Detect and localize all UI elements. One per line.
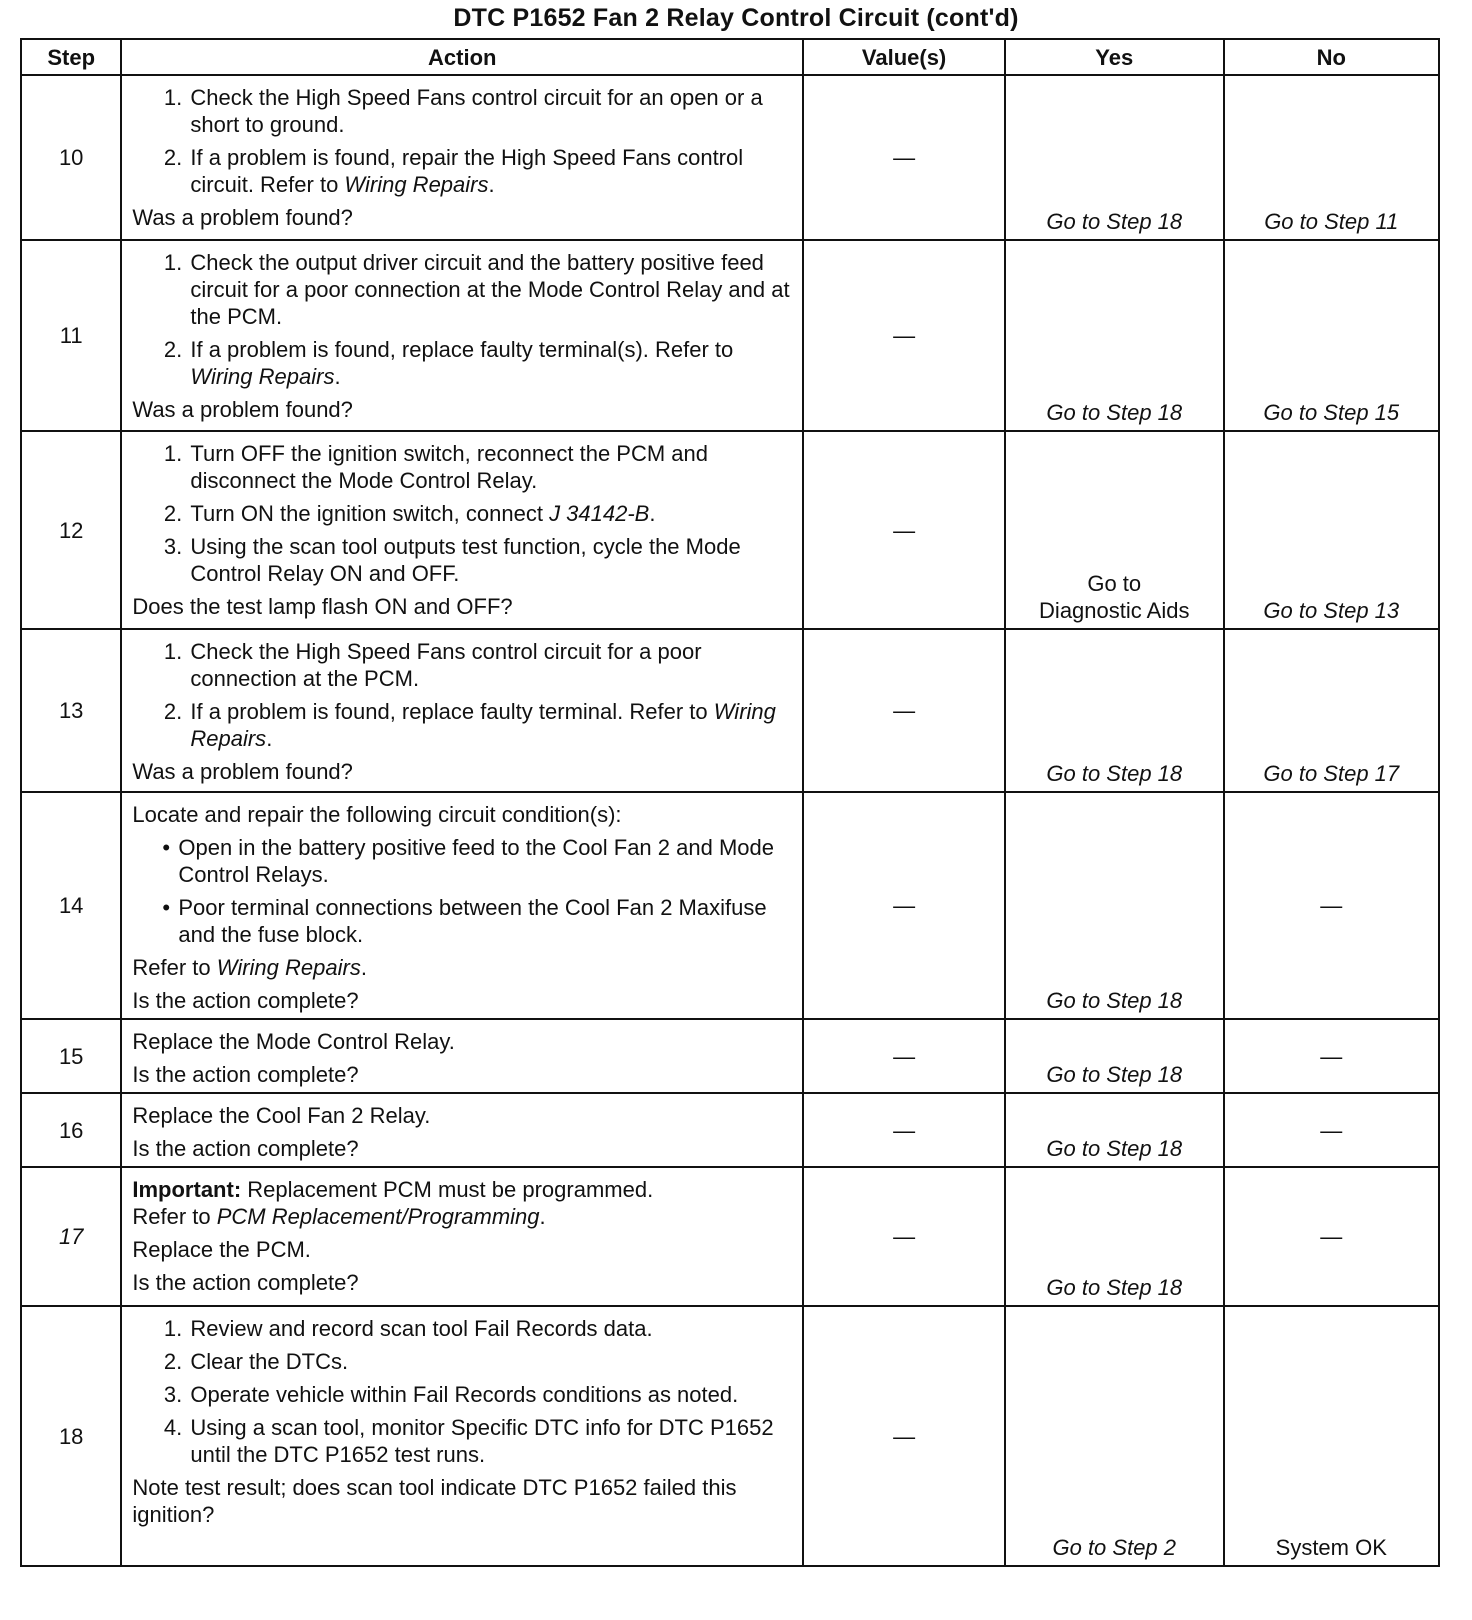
step-number: 15 <box>21 1019 121 1093</box>
table-row <box>21 1093 1439 1167</box>
action-list <box>132 638 794 752</box>
list-item: 4. Using a scan tool, monitor Specific DTC info for DTC P1652 until the DTC P1652 test runs. <box>188 1414 794 1468</box>
action-cell <box>121 1306 803 1566</box>
question-text: Is the action complete? <box>132 988 359 1013</box>
tool-reference: J 34142-B <box>549 501 650 526</box>
yes-cell: Go to Step 18 <box>1005 240 1224 431</box>
value-cell: — <box>803 1019 1005 1093</box>
table-row <box>21 75 1439 240</box>
list-item <box>162 894 794 948</box>
action-cell <box>121 792 803 1019</box>
list-item: 2. If a problem is found, replace faulty terminal(s). Refer to Wiring Repairs. <box>188 336 794 390</box>
action-text: Replace the Mode Control Relay. <box>132 1029 455 1054</box>
item-text: If a problem is found, replace faulty terminal. Refer to <box>190 699 714 724</box>
list-item: 1. Review and record scan tool Fail Records data. <box>188 1315 794 1342</box>
no-cell: Go to Step 11 <box>1224 75 1439 240</box>
action-cell <box>121 75 803 240</box>
table-row <box>21 240 1439 431</box>
table-row <box>21 1167 1439 1306</box>
step-number: 13 <box>21 629 121 792</box>
header-values: Value(s) <box>803 39 1005 75</box>
action-cell <box>121 431 803 629</box>
refer-prefix: Refer to <box>132 1204 217 1229</box>
value-cell: — <box>803 431 1005 629</box>
condition-list <box>132 834 794 948</box>
list-item: 1. Check the High Speed Fans control circuit for a poor connection at the PCM. <box>188 638 794 692</box>
list-item: 2. Clear the DTCs. <box>188 1348 794 1375</box>
no-cell: — <box>1224 792 1439 1019</box>
no-cell: Go to Step 15 <box>1224 240 1439 431</box>
action-cell <box>121 629 803 792</box>
action-cell <box>121 240 803 431</box>
bullet-text: Open in the battery positive feed to the Cool Fan 2 and Mode Control Relays. <box>178 835 774 887</box>
table-row <box>21 629 1439 792</box>
bullet-text: Poor terminal connections between the Cool Fan 2 Maxifuse and the fuse block. <box>178 895 767 947</box>
value-cell: — <box>803 1167 1005 1306</box>
no-cell: — <box>1224 1019 1439 1093</box>
table-row <box>21 792 1439 1019</box>
list-item: 2. If a problem is found, repair the High Speed Fans control circuit. Refer to Wiring Repairs. <box>188 144 794 198</box>
yes-line-2: Diagnostic Aids <box>1039 598 1190 623</box>
action-list <box>132 84 794 198</box>
reference-text: Wiring Repairs <box>190 364 335 389</box>
reference-text: Wiring Repairs <box>344 172 489 197</box>
list-item <box>162 834 794 888</box>
action-cell <box>121 1019 803 1093</box>
step-number: 17 <box>21 1167 121 1306</box>
question-text: Was a problem found? <box>132 397 353 422</box>
diagnostic-table <box>20 38 1440 1567</box>
yes-cell: Go to Step 18 <box>1005 629 1224 792</box>
yes-cell: Go to Step 18 <box>1005 1019 1224 1093</box>
step-number: 14 <box>21 792 121 1019</box>
no-cell: — <box>1224 1167 1439 1306</box>
step-number: 11 <box>21 240 121 431</box>
action-list <box>132 1315 794 1468</box>
action-list <box>132 249 794 390</box>
item-text: If a problem is found, repair the High Speed Fans control circuit. Refer to <box>190 145 744 197</box>
no-cell: — <box>1224 1093 1439 1167</box>
header-action: Action <box>121 39 803 75</box>
refer-prefix: Refer to <box>132 955 217 980</box>
yes-cell: Go to Step 2 <box>1005 1306 1224 1566</box>
intro-text: Locate and repair the following circuit condition(s): <box>132 802 622 827</box>
value-cell: — <box>803 792 1005 1019</box>
action-cell <box>121 1167 803 1306</box>
no-cell: System OK <box>1224 1306 1439 1566</box>
reference-text: Wiring Repairs <box>216 955 361 980</box>
step-number: 10 <box>21 75 121 240</box>
yes-cell: Go to Step 18 <box>1005 1093 1224 1167</box>
refer-text: Refer to PCM Replacement/Programming. <box>132 1204 546 1229</box>
question-text: Note test result; does scan tool indicate DTC P1652 failed this ignition? <box>132 1475 737 1527</box>
item-text: If a problem is found, replace faulty terminal(s). Refer to <box>190 337 734 362</box>
important-note <box>132 1176 794 1203</box>
value-cell: — <box>803 240 1005 431</box>
important-text: Replacement PCM must be programmed. <box>241 1177 654 1202</box>
list-item: 3. Using the scan tool outputs test function, cycle the Mode Control Relay ON and OFF. <box>188 533 794 587</box>
yes-cell: Go to Step 18 <box>1005 75 1224 240</box>
table-row <box>21 1306 1439 1566</box>
list-item: 1. Turn OFF the ignition switch, reconnect the PCM and disconnect the Mode Control Relay. <box>188 440 794 494</box>
step-number: 12 <box>21 431 121 629</box>
yes-cell <box>1005 431 1224 629</box>
value-cell: — <box>803 1093 1005 1167</box>
list-item: 1. Check the output driver circuit and the battery positive feed circuit for a poor connection at the Mode Control Relay and at the PCM. <box>188 249 794 330</box>
value-cell: — <box>803 629 1005 792</box>
reference-text: PCM Replacement/Programming <box>216 1204 540 1229</box>
page-title: DTC P1652 Fan 2 Relay Control Circuit (cont'd) <box>453 4 1019 32</box>
yes-cell: Go to Step 18 <box>1005 792 1224 1019</box>
reference-text: Wiring Repairs <box>190 699 776 751</box>
bullet-icon: • <box>162 895 171 920</box>
step-number: 18 <box>21 1306 121 1566</box>
question-text: Is the action complete? <box>132 1062 359 1087</box>
bullet-icon: • <box>162 835 171 860</box>
item-text: Turn ON the ignition switch, connect <box>190 501 550 526</box>
list-item: 2. Turn ON the ignition switch, connect J 34142-B. <box>188 500 794 527</box>
value-cell: — <box>803 75 1005 240</box>
header-step: Step <box>21 39 121 75</box>
refer-text: Refer to Wiring Repairs. <box>132 955 367 980</box>
table-row <box>21 1019 1439 1093</box>
important-label: Important: <box>132 1177 242 1202</box>
question-text: Was a problem found? <box>132 205 353 230</box>
question-text: Is the action complete? <box>132 1136 359 1161</box>
no-cell: Go to Step 17 <box>1224 629 1439 792</box>
yes-line-1: Go to <box>1087 571 1142 596</box>
question-text: Was a problem found? <box>132 759 353 784</box>
no-cell: Go to Step 13 <box>1224 431 1439 629</box>
header-no: No <box>1224 39 1439 75</box>
header-row <box>21 39 1439 75</box>
action-text: Replace the Cool Fan 2 Relay. <box>132 1103 431 1128</box>
step-number: 16 <box>21 1093 121 1167</box>
value-cell: — <box>803 1306 1005 1566</box>
yes-cell: Go to Step 18 <box>1005 1167 1224 1306</box>
action-text: Replace the PCM. <box>132 1237 311 1262</box>
action-list <box>132 440 794 587</box>
action-cell <box>121 1093 803 1167</box>
list-item: 3. Operate vehicle within Fail Records conditions as noted. <box>188 1381 794 1408</box>
header-yes: Yes <box>1005 39 1224 75</box>
list-item: 1. Check the High Speed Fans control circuit for an open or a short to ground. <box>188 84 794 138</box>
list-item: 2. If a problem is found, replace faulty terminal. Refer to Wiring Repairs. <box>188 698 794 752</box>
question-text: Does the test lamp flash ON and OFF? <box>132 594 513 619</box>
table-row <box>21 431 1439 629</box>
question-text: Is the action complete? <box>132 1270 359 1295</box>
